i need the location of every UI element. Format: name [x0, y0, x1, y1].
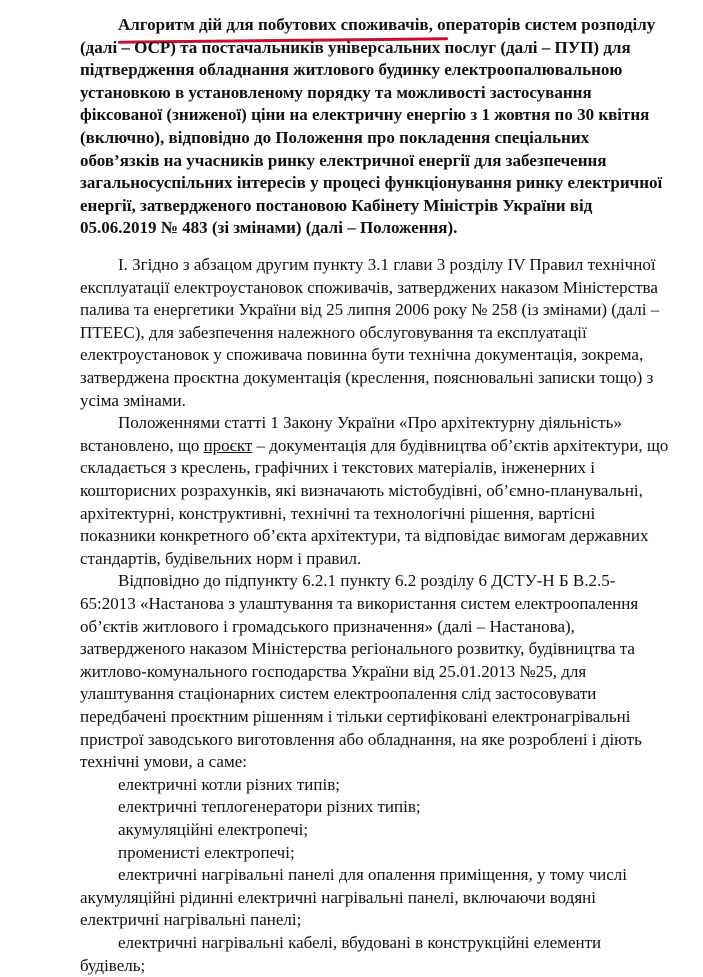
paragraph-1-line: I. Згідно з абзацом другим пункту 3.1 глави 3 розділу IV Правил технічної	[118, 255, 656, 274]
heading-line: установкою в установленому порядку та можливості застосування	[80, 83, 592, 102]
list-item: променисті електропечі;	[118, 843, 295, 862]
paragraph-4-line: електричні нагрівальні панелі;	[80, 910, 302, 929]
paragraph-1-line: затверджена проєктна документація (креслення, пояснювальні записки тощо) з	[80, 368, 654, 387]
heading-line: обов’язків на учасників ринку електричної енергії для забезпечення	[80, 151, 607, 170]
heading-line: (включно), відповідно до Положення про покладення спеціальних	[80, 128, 590, 147]
list-item: акумуляційні електропечі;	[118, 820, 309, 839]
heading-line: фіксованої (зниженої) ціни на електричну енергію з 1 жовтня по 30 квітня	[80, 105, 650, 124]
paragraph-2-line: кошторисних розрахунків, які визначають містобудівні, об’ємно-планувальні,	[80, 481, 643, 500]
paragraph-3-line: технічні умови, а саме:	[80, 752, 247, 771]
paragraph-2-line: стандартів, будівельних норм і правил.	[80, 549, 362, 568]
list-item: електричні котли різних типів;	[118, 775, 340, 794]
heading-line-1: Алгоритм дій для побутових споживачів, операторів систем розподілу	[118, 15, 656, 34]
paragraph-2-line: архітектурні, конструктивні, технічні та технологічні рішення, вартісні	[80, 504, 596, 523]
paragraph-1-line: палива та енергетики України від 25 липня 2006 року № 258 (із змінами) (далі –	[80, 300, 660, 319]
paragraph-2-line: складається з креслень, графічних і текстових матеріалів, інженерних і	[80, 458, 595, 477]
paragraph-3-line: Відповідно до підпункту 6.2.1 пункту 6.2 розділу 6 ДСТУ-Н Б В.2.5-	[118, 571, 616, 590]
heading-highlight: Алгоритм дій для побутових споживачів	[118, 15, 429, 34]
heading-line: (далі – ОСР) та постачальників універсальних послуг (далі – ПУП) для	[80, 38, 631, 57]
heading-line: 05.06.2019 № 483 (зі змінами) (далі – Положення).	[80, 218, 458, 237]
paragraph-1-line: експлуатації електроустановок споживачів, затверджених наказом Міністерства	[80, 278, 658, 297]
paragraph-5-line: електричні нагрівальні кабелі, вбудовані в конструкційні елементи	[118, 933, 602, 952]
list-item: електричні теплогенератори різних типів;	[118, 797, 421, 816]
heading-line: енергії, затвердженого постановою Кабінету Міністрів України від	[80, 196, 593, 215]
paragraph-3-line: улаштування стаціонарних систем електроопалення слід застосовувати	[80, 684, 597, 703]
paragraph-1-line: ПТЕЕС), для забезпечення належного обслуговування та експлуатації	[80, 323, 587, 342]
paragraph-1-line: електроустановок у споживача повинна бути технічна документація, зокрема,	[80, 345, 644, 364]
paragraph-4-line: акумуляційні рідинні електричні нагрівальні панелі, включаючи водяні	[80, 888, 596, 907]
paragraph-3-line: пристрої заводського виготовлення або обладнання, на яке розроблені і діють	[80, 730, 642, 749]
heading-line: загальносуспільних інтересів у процесі функціонування ринку електричної	[80, 173, 663, 192]
paragraph-3-line: 65:2013 «Настанова з улаштування та використання систем електроопалення	[80, 594, 639, 613]
paragraph-3-line: затвердженого наказом Міністерства регіонального розвитку, будівництва та	[80, 639, 635, 658]
term-project: проєкт	[203, 436, 253, 455]
paragraph-5-line: будівель;	[80, 956, 146, 975]
paragraph-1-line: усіма змінами.	[80, 391, 186, 410]
paragraph-2-line: встановлено, що проєкт – документація для будівництва об’єктів архітектури, що	[80, 436, 669, 455]
paragraph-3-line: об’єктів житлового і громадського призначення» (далі – Настанова),	[80, 617, 575, 636]
heading-line: підтвердження обладнання житлового будинку електроопалювальною	[80, 60, 623, 79]
paragraph-3-line: житлово-комунального господарства України від 25.01.2013 №25, для	[80, 662, 587, 681]
paragraph-4-line: електричні нагрівальні панелі для опалення приміщення, у тому числі	[118, 865, 628, 884]
paragraph-2-line: Положеннями статті 1 Закону України «Про архітектурну діяльність»	[118, 413, 622, 432]
paragraph-2-line: показники конкретного об’єкта архітектури, та відповідає вимогам державних	[80, 526, 649, 545]
paragraph-3-line: передбачені проєктним рішенням і тільки сертифіковані електронагрівальні	[80, 707, 631, 726]
